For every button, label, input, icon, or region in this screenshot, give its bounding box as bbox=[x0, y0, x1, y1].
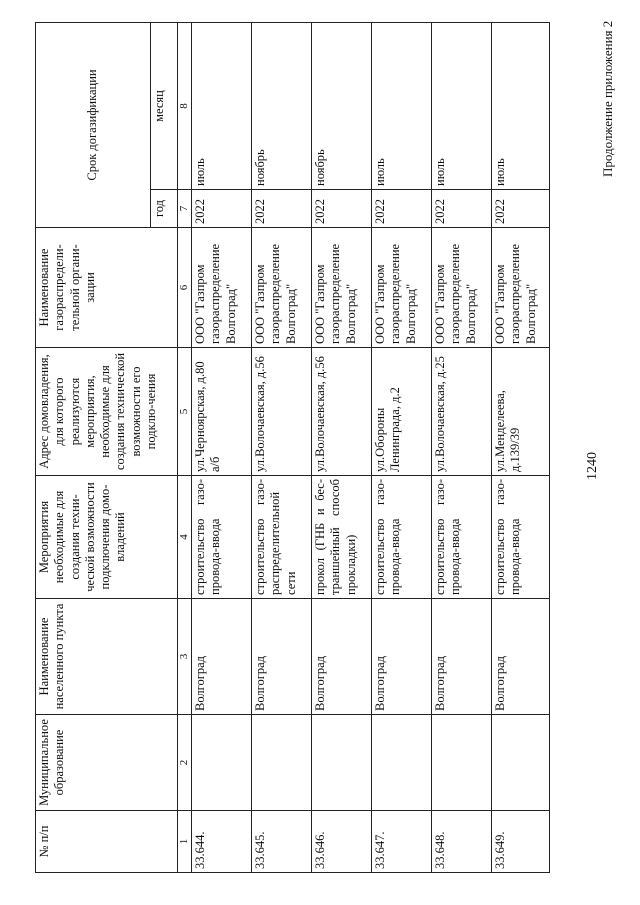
col-header-month: месяц bbox=[151, 23, 178, 190]
cell-month: июль bbox=[432, 23, 492, 190]
col-header-municipality: Муниципальное образование bbox=[36, 715, 178, 811]
cell-address: ул.Волочаевская, д.56 bbox=[312, 348, 372, 476]
cell-measures: строительство газо-провода-ввода bbox=[192, 476, 252, 599]
cell-measures: строительство газо-распределительной сети bbox=[252, 476, 312, 599]
cell-address: ул.Волочаевская, д.56 bbox=[252, 348, 312, 476]
cell-address: ул.Черноярская, д.80 а/б bbox=[192, 348, 252, 476]
col-header-deadline: Срок догазификации bbox=[36, 23, 151, 228]
cell-gdo: ООО "Газпром газораспределение Волгоград" bbox=[192, 228, 252, 348]
col-header-gdo: Наименование газораспредели-тельной органи-зации bbox=[36, 228, 178, 348]
col-number: 1 bbox=[178, 811, 192, 873]
cell-municipality bbox=[192, 715, 252, 811]
col-number: 8 bbox=[178, 23, 192, 190]
cell-settlement: Волгоград bbox=[492, 599, 550, 715]
col-number: 4 bbox=[178, 476, 192, 599]
cell-gdo: ООО "Газпром газораспределение Волгоград" bbox=[312, 228, 372, 348]
cell-settlement: Волгоград bbox=[252, 599, 312, 715]
cell-municipality bbox=[432, 715, 492, 811]
gasification-table bbox=[35, 22, 550, 873]
table-row bbox=[492, 23, 550, 873]
cell-municipality bbox=[492, 715, 550, 811]
cell-gdo: ООО "Газпром газораспределение Волгоград" bbox=[492, 228, 550, 348]
cell-settlement: Волгоград bbox=[192, 599, 252, 715]
cell-month: ноябрь bbox=[312, 23, 372, 190]
cell-year: 2022 bbox=[492, 190, 550, 228]
table-row bbox=[432, 23, 492, 873]
cell-year: 2022 bbox=[312, 190, 372, 228]
cell-gdo: ООО "Газпром газораспределение Волгоград" bbox=[432, 228, 492, 348]
cell-num: 33.649. bbox=[492, 811, 550, 873]
cell-month: ноябрь bbox=[252, 23, 312, 190]
cell-num: 33.644. bbox=[192, 811, 252, 873]
col-number: 3 bbox=[178, 599, 192, 715]
cell-gdo: ООО "Газпром газораспределение Волгоград" bbox=[252, 228, 312, 348]
col-header-year: год bbox=[151, 190, 178, 228]
col-header-measures: Мероприятия необходимые для создания техни-ческой возможности подключения домо-владений bbox=[36, 476, 178, 599]
cell-settlement: Волгоград bbox=[372, 599, 432, 715]
cell-year: 2022 bbox=[372, 190, 432, 228]
cell-gdo: ООО "Газпром газораспределение Волгоград" bbox=[372, 228, 432, 348]
col-number: 6 bbox=[178, 228, 192, 348]
cell-measures: строительство газо-провода-ввода bbox=[492, 476, 550, 599]
cell-municipality bbox=[372, 715, 432, 811]
table-row bbox=[192, 23, 252, 873]
col-header-num: № п/п bbox=[36, 811, 178, 873]
cell-month: июль bbox=[372, 23, 432, 190]
cell-address: ул.Волочаевская, д.25 bbox=[432, 348, 492, 476]
table-row bbox=[312, 23, 372, 873]
col-header-settlement: Наименование населенного пункта bbox=[36, 599, 178, 715]
cell-num: 33.645. bbox=[252, 811, 312, 873]
cell-settlement: Волгоград bbox=[432, 599, 492, 715]
cell-address: ул.Обороны Ленинграда, д.2 bbox=[372, 348, 432, 476]
cell-measures: прокол (ГНБ и бес-траншейный способ прокладки) bbox=[312, 476, 372, 599]
cell-year: 2022 bbox=[192, 190, 252, 228]
cell-year: 2022 bbox=[252, 190, 312, 228]
col-header-address: Адрес домовладения, для которого реализуются мероприятия, необходимые для создания технической возможности его подклю-чения bbox=[36, 348, 178, 476]
cell-municipality bbox=[312, 715, 372, 811]
continuation-note: Продолжение приложения 2 bbox=[600, 20, 615, 177]
table-row bbox=[372, 23, 432, 873]
cell-settlement: Волгоград bbox=[312, 599, 372, 715]
cell-num: 33.646. bbox=[312, 811, 372, 873]
col-number: 2 bbox=[178, 715, 192, 811]
cell-municipality bbox=[252, 715, 312, 811]
cell-num: 33.647. bbox=[372, 811, 432, 873]
page-number: 1240 bbox=[585, 452, 600, 480]
cell-address: ул.Менделеева, д.139/39 bbox=[492, 348, 550, 476]
col-number: 7 bbox=[178, 190, 192, 228]
table-row bbox=[252, 23, 312, 873]
cell-measures: строительство газо-провода-ввода bbox=[432, 476, 492, 599]
cell-month: июль bbox=[492, 23, 550, 190]
cell-year: 2022 bbox=[432, 190, 492, 228]
cell-num: 33.648. bbox=[432, 811, 492, 873]
cell-month: июль bbox=[192, 23, 252, 190]
col-number: 5 bbox=[178, 348, 192, 476]
cell-measures: строительство газо-провода-ввода bbox=[372, 476, 432, 599]
